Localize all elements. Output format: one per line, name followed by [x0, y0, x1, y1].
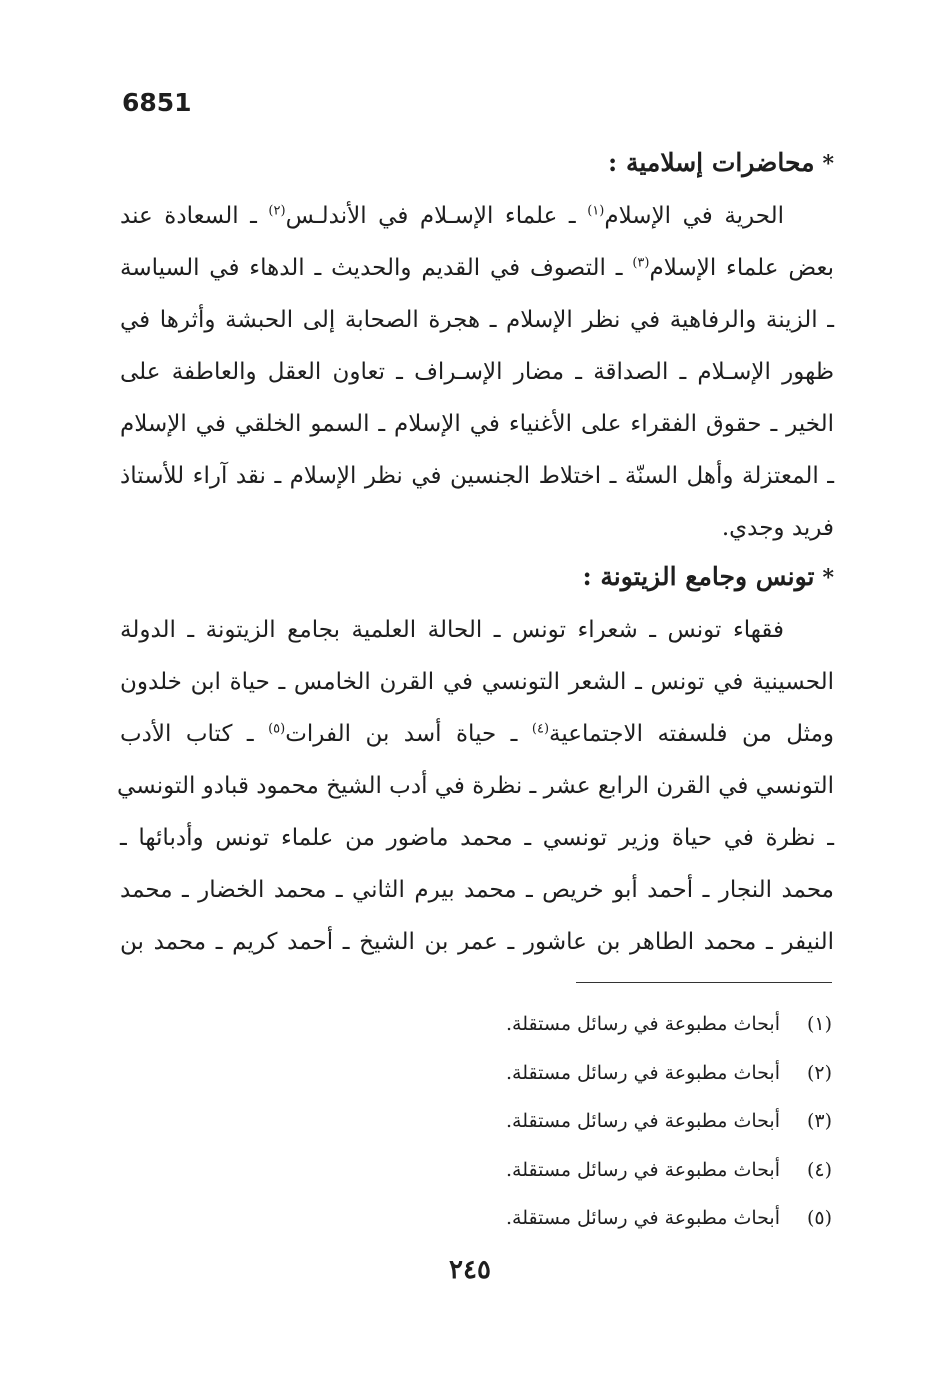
heading-text: تونس وجامع الزيتونة : [582, 562, 815, 591]
footnote-item [380, 1000, 832, 1049]
section-lectures [120, 136, 834, 554]
paragraph-line: الحسينية في تونس ـ الشعر التونسي في القرن الخامس ـ حياة ابن خلدون [120, 669, 834, 695]
footnote-text: أبحاث مطبوعة في رسائل مستقلة. [506, 1013, 780, 1035]
footnote-number: (٣) [806, 1110, 832, 1132]
footnotes [380, 1000, 832, 1243]
footnote-text: أبحاث مطبوعة في رسائل مستقلة. [506, 1158, 780, 1181]
section-heading [120, 550, 834, 604]
paragraph-line: ظهور الإسـلام ـ الصداقة ـ مضار الإسـراف ـ تعاون العقل والعاطفة على [120, 359, 834, 385]
section-tunisia [117, 550, 835, 968]
bullet-star-icon: * [822, 565, 834, 591]
footnote-ref: (١) [587, 203, 605, 219]
footnote-item [380, 1146, 832, 1195]
footnote-item [380, 1049, 832, 1098]
paragraph-line: ـ نظرة في حياة وزير تونسي ـ محمد ماضور من علماء تونس وأدبائها ـ [120, 825, 834, 851]
footnote-number: (١) [806, 1013, 832, 1035]
page-id: 6851 [122, 88, 192, 117]
footnote-ref: (٤) [531, 721, 550, 737]
paragraph-line: الحرية في الإسلام$^{(١)}$ ـ علماء الإسـلام في الأندلـس$^{(٢)}$ ـ السعادة عند [120, 203, 784, 229]
paragraph-line: ـ المعتزلة وأهل السنّة ـ اختلاط الجنسين في نظر الإسلام ـ نقد آراء للأستاذ [120, 463, 834, 489]
paragraph-line: فريد وجدي. [721, 515, 834, 541]
footnote-item [380, 1097, 832, 1146]
footnote-divider [576, 982, 832, 983]
paragraph-line: فقهاء تونس ـ شعراء تونس ـ الحالة العلمية بجامع الزيتونة ـ الدولة [120, 617, 784, 643]
footnote-number: (٢) [806, 1061, 832, 1084]
paragraph-line: الخير ـ حقوق الفقراء على الأغنياء في الإسلام ـ السمو الخلقي في الإسلام [120, 411, 834, 437]
section-heading [120, 136, 834, 190]
footnote-number: (٤) [806, 1158, 832, 1181]
heading-text: محاضرات إسلامية : [608, 148, 815, 177]
footnote-text: أبحاث مطبوعة في رسائل مستقلة. [506, 1061, 780, 1084]
footnote-text: أبحاث مطبوعة في رسائل مستقلة. [506, 1110, 780, 1132]
paragraph-line: النيفر ـ محمد الطاهر بن عاشور ـ عمر بن الشيخ ـ أحمد كريم ـ محمد بن [120, 929, 834, 955]
footnote-text: أبحاث مطبوعة في رسائل مستقلة. [506, 1207, 780, 1229]
footnote-number: (٥) [806, 1207, 832, 1229]
paragraph-line: ـ الزينة والرفاهية في نظر الإسلام ـ هجرة الصحابة إلى الحبشة وأثرها في [120, 307, 834, 333]
footnote-ref: (٣) [632, 255, 650, 271]
footnote-ref: (٢) [268, 203, 286, 219]
paragraph-line: محمد النجار ـ أحمد أبو خريص ـ محمد بيرم الثاني ـ محمد الخضار ـ محمد [120, 877, 834, 903]
paragraph-line: التونسي في القرن الرابع عشر ـ نظرة في أدب الشيخ محمود قبادو التونسي [117, 773, 834, 799]
paragraph-line: بعض علماء الإسلام$^{(٣)}$ ـ التصوف في القديم والحديث ـ الدهاء في السياسة [120, 255, 835, 281]
paragraph-line: ومثل من فلسفته الاجتماعية$^{(٤)}$ ـ حياة أسد بن الفرات$^{(٥)}$ ـ كتاب الأدب [120, 721, 835, 747]
footnote-ref: (٥) [268, 721, 286, 737]
footnote-item [380, 1194, 832, 1243]
page-number: ٢٤٥ [449, 1255, 491, 1285]
bullet-star-icon: * [822, 151, 834, 177]
